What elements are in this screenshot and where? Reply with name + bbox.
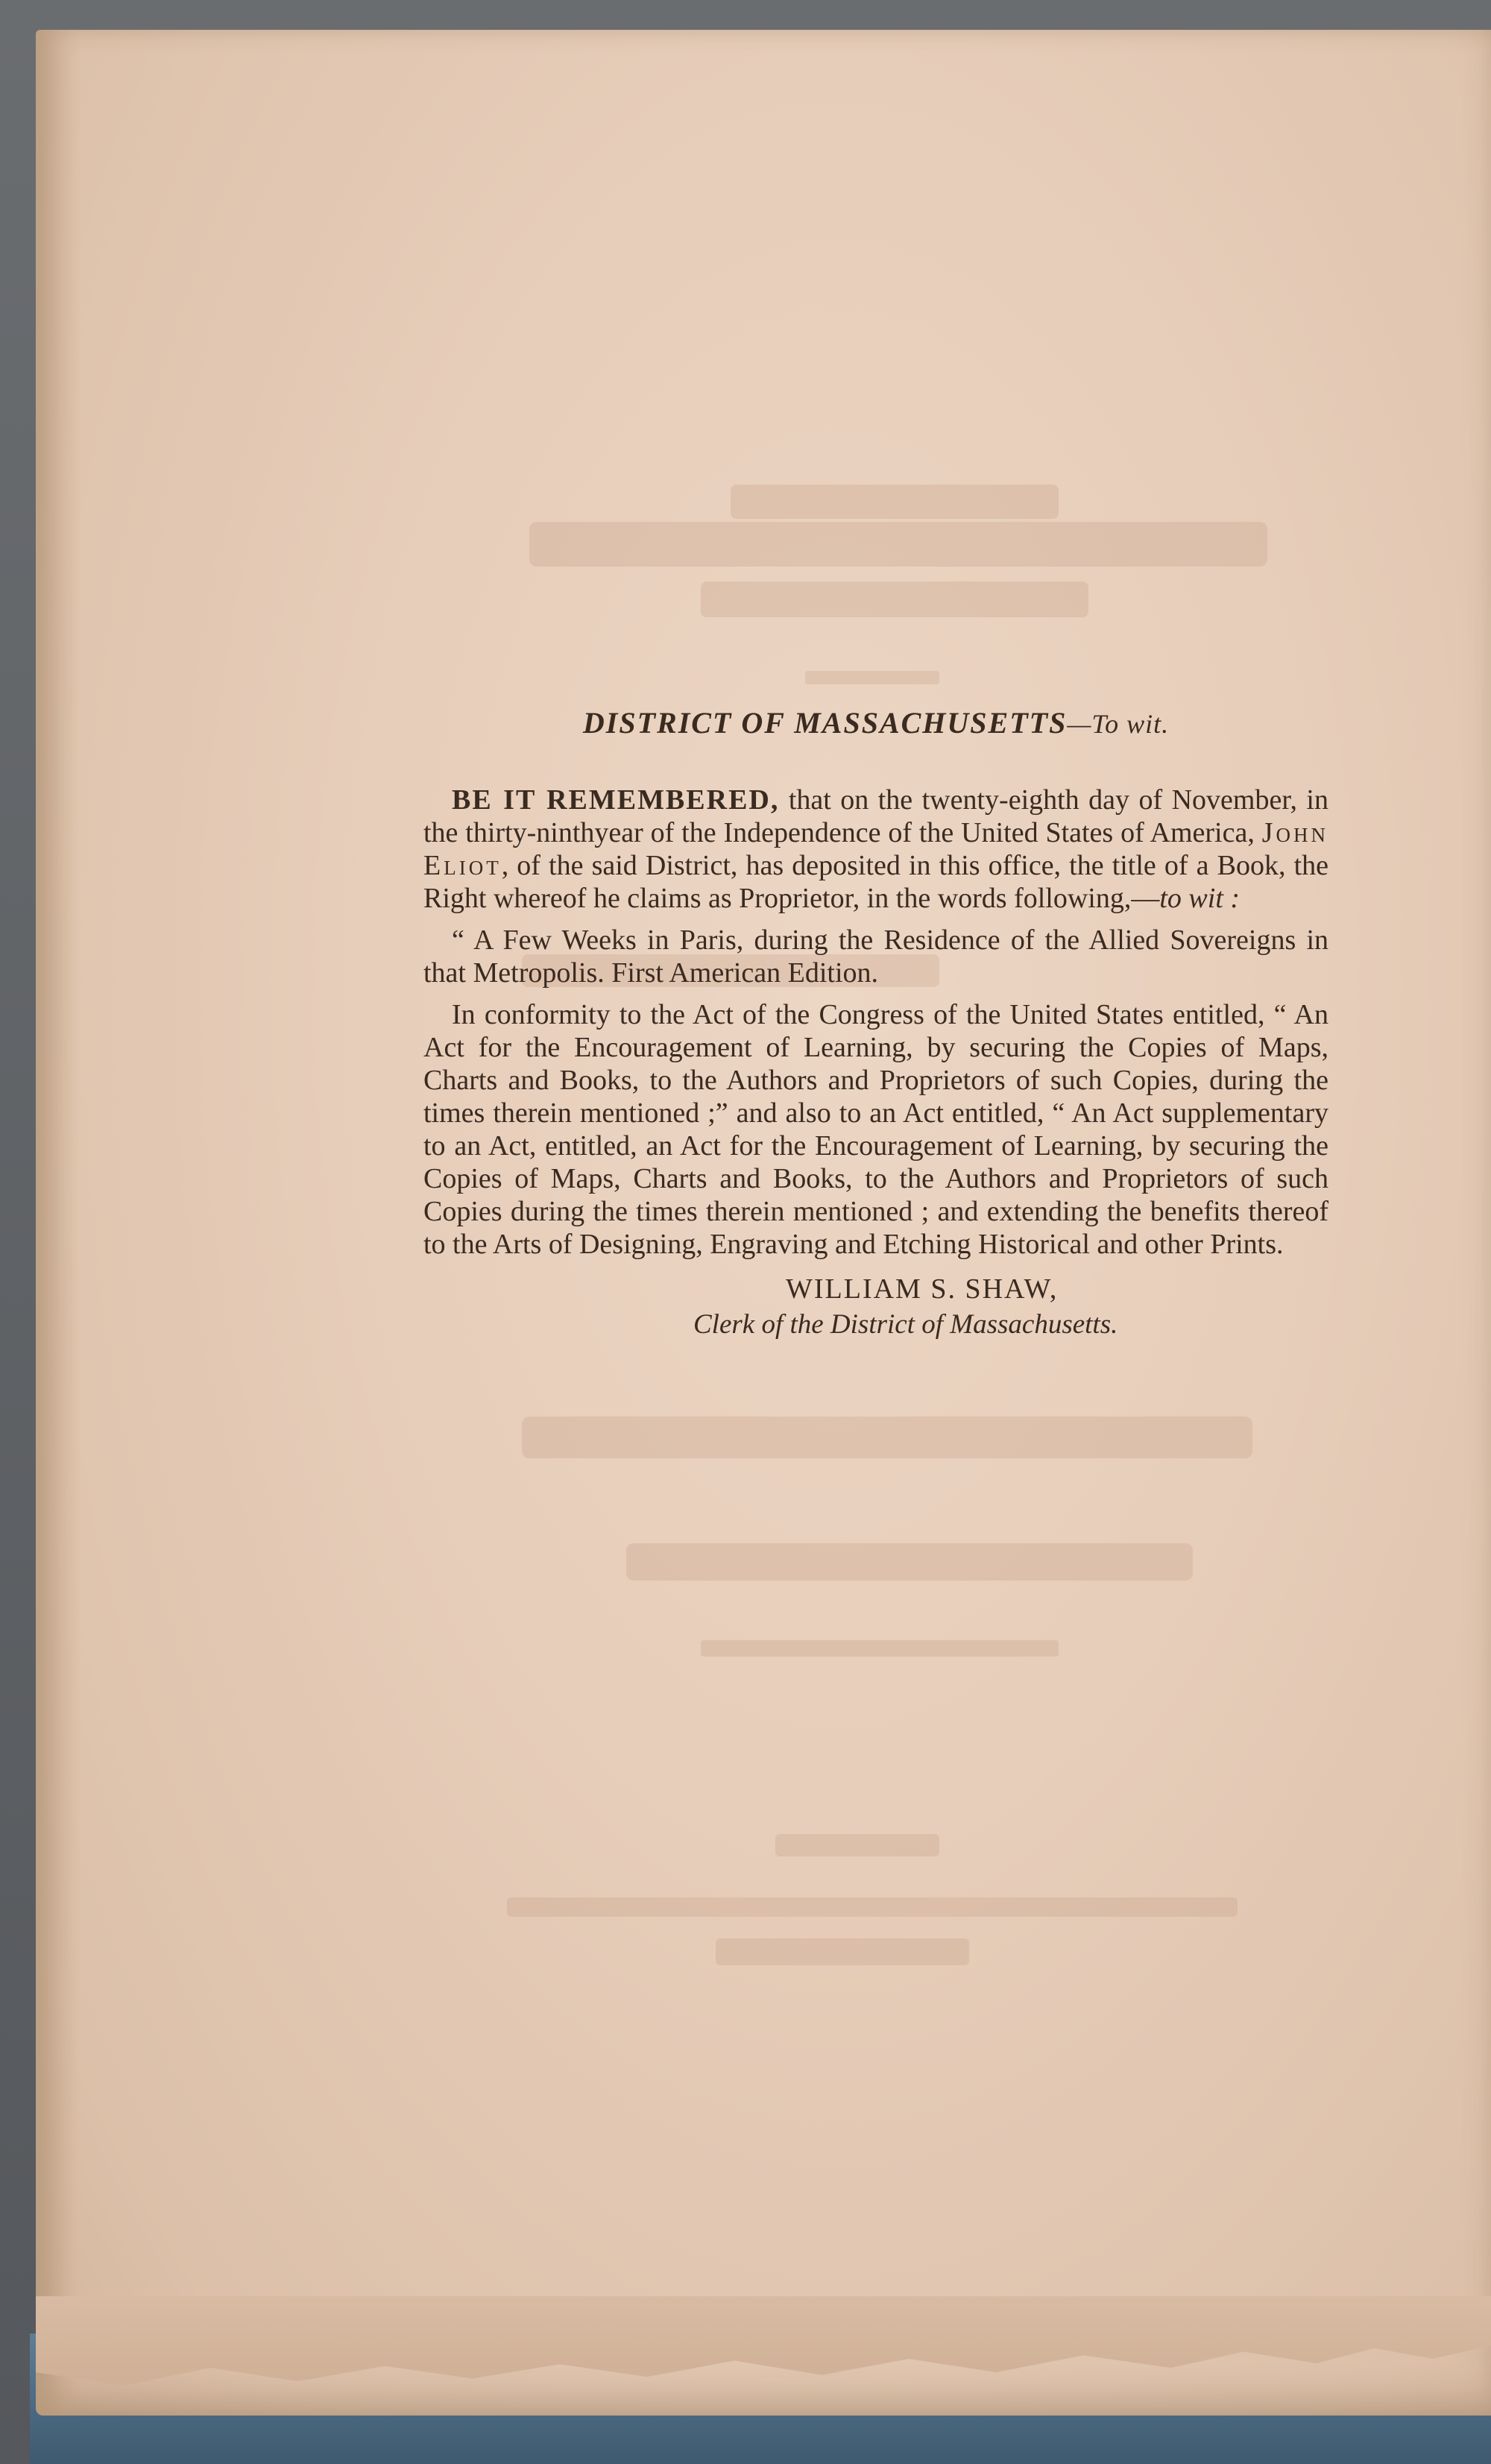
paragraph-act-of-congress: In conformity to the Act of the Congress of the United States entitled, “ An Act for the Encouragement of Learning, by securing the Copies of Maps, Charts and Books, to the Authors and Proprietors of such Copies, during the times therein mentioned ;” and also to an Act entitled, “ An Act supplementary to an Act, entitled, an Act for the Encouragement of Learning, by securing the Copies of Maps, Charts and Books, to the Authors and Proprietors of such Copies during the times therein mentioned ; and extending the benefits thereof to the Arts of Designing, Engraving and Etching Historical and other Prints. [423,999,1328,1260]
paragraph-be-it-remembered [423,784,1328,915]
paragraph1-text-b: , of the said District, has deposited in this office, the title of a Book, the Right whereof he claims as Proprietor, in the words following,— [423,850,1328,914]
copyright-notice [423,707,1328,1341]
page-left-edge-shadow [36,30,81,2416]
notice-heading [423,707,1328,740]
paragraph-book-title: “ A Few Weeks in Paris, during the Residence of the Allied Sovereigns in that Metropolis. First American Edition. [423,924,1328,989]
signature-title: Clerk of the District of Massachusetts. [693,1309,1118,1340]
heading-title: DISTRICT OF MASSACHUSETTS [582,706,1068,740]
signature-name: WILLIAM S. SHAW, [786,1273,1059,1305]
to-wit: to wit : [1159,883,1241,914]
heading-to-wit: —To wit. [1067,709,1170,739]
lead-phrase: BE IT REMEMBERED, [452,784,780,816]
proprietor-name: John Eliot [423,817,1328,881]
paragraph1-text-a: that on the twenty-eighth day of November, in the thirty-ninthyear of the Independence of the United States of America, [423,784,1328,848]
